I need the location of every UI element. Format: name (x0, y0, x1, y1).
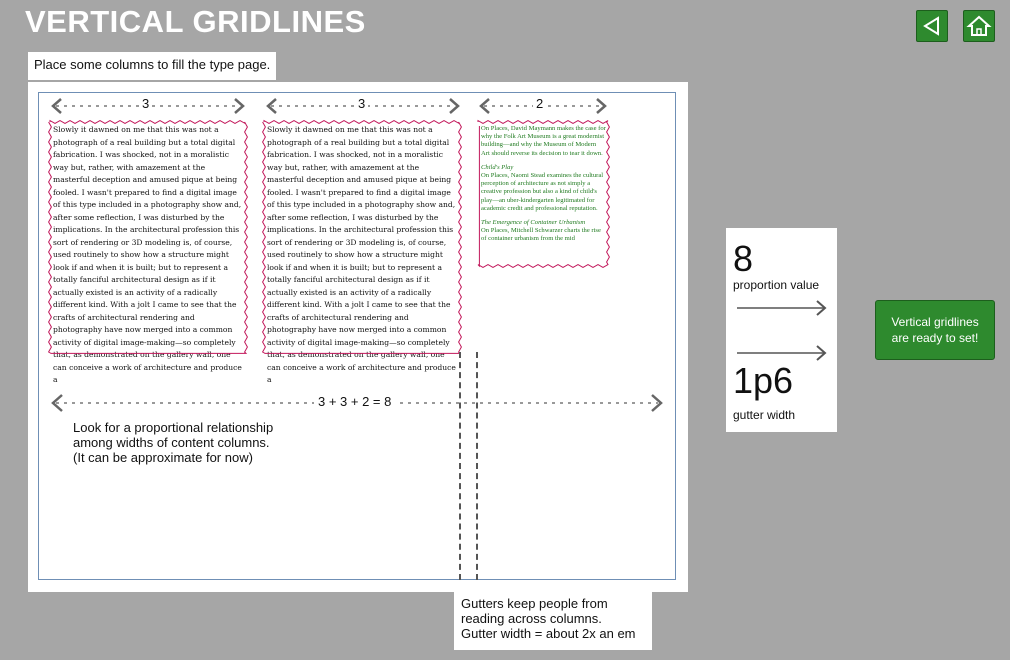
back-triangle-icon (921, 15, 943, 37)
hint-line: (It can be approximate for now) (73, 450, 253, 465)
home-button[interactable] (963, 10, 995, 42)
column-measure-1[interactable] (50, 97, 246, 115)
instruction-prompt: Place some columns to fill the type page. (28, 52, 276, 80)
note-line: Gutters keep people from (461, 596, 608, 611)
arrow-right-icon (735, 298, 829, 318)
proportion-hint (73, 420, 273, 465)
back-button[interactable] (916, 10, 948, 42)
hint-line: among widths of content columns. (73, 435, 270, 450)
page-title: VERTICAL GRIDLINES (25, 4, 366, 39)
column-measure-3[interactable] (478, 97, 608, 115)
column-units-label: 3 (139, 96, 152, 111)
sidebar-paragraph: On Places, Naomi Stead examines the cultural perception of architecture as not simply a creative profession but also a kind of child's play—an uber-kindergarten legitimated for academic credit and professional reputation. (481, 172, 604, 212)
hint-line: Look for a proportional relationship (73, 420, 274, 435)
gutter-note (454, 592, 652, 650)
total-equation: 3 + 3 + 2 = 8 (314, 394, 395, 409)
text-column-1[interactable]: Slowly it dawned on me that this was not a photograph of a real building but a total digital fabrication. I was shocked, not in a moralistic way but, rather, with amazement at the masterful deception and amused pique at being fooled. I wasn't prepared to find a digital image of this type included in a photography show and, after some reflection, I was disturbed by the implications. In the architectural profession this sort of rendering or 3D modeling is, of course, used routinely to show how a structure might look if and when it is built; but to represent a totally fanciful architectural design as if it actually existed is an activity of a radically different kind. With a jolt I came to see that the crafts of architectural rendering and photography have now merged into a common activity of digital image-making—so completely that, as demonstrated on the gallery wall, one can conceive a work of architecture and produce a (51, 123, 246, 351)
gutter-guide-left (459, 352, 461, 580)
settings-panel (726, 228, 837, 432)
ready-to-set-button[interactable]: Vertical gridlines are ready to set! (875, 300, 995, 360)
text-column-3[interactable] (479, 124, 608, 265)
sidebar-paragraph: On Places, Mitchell Schwarzer charts the rise of container urbanism from the mid (481, 227, 601, 243)
column-units-label: 3 (355, 96, 368, 111)
gutter-label: gutter width (733, 408, 796, 422)
text-column-2[interactable]: Slowly it dawned on me that this was not a photograph of a real building but a total digital fabrication. I was shocked, not in a moralistic way but, rather, with amazement at the masterful deception and amused pique at being fooled. I wasn't prepared to find a digital image of this type included in a photography show and, after some reflection, I was disturbed by the implications. In the architectural profession this sort of rendering or 3D modeling is, of course, used routinely to show how a structure might look if and when it is built; but to represent a totally fanciful architectural design as if it actually existed is an activity of a radically different kind. With a jolt I came to see that the crafts of architectural rendering and photography have now merged into a common activity of digital image-making—so completely that, as demonstrated on the gallery wall, one can conceive a work of architecture and produce a (265, 123, 460, 351)
gutter-guide-right (476, 352, 478, 580)
note-line: Gutter width = about 2x an em (461, 626, 636, 641)
sidebar-heading: The Emergence of Container Urbanism (481, 219, 586, 227)
proportion-value: 8 (733, 238, 754, 279)
column-units-label: 2 (533, 96, 546, 111)
total-width-measure (50, 393, 664, 413)
home-icon (967, 14, 991, 38)
gutter-value: 1p6 (733, 360, 794, 401)
sidebar-paragraph: On Places, David Maymann makes the case for why the Folk Art Museum is a great modernist building—and why the Museum of Modern Art should reverse its decision to tear it down. (481, 125, 606, 157)
sidebar-heading: Child's Play (481, 163, 514, 171)
column-measure-2[interactable] (265, 97, 461, 115)
proportion-label: proportion value (733, 278, 820, 292)
note-line: reading across columns. (461, 611, 602, 626)
